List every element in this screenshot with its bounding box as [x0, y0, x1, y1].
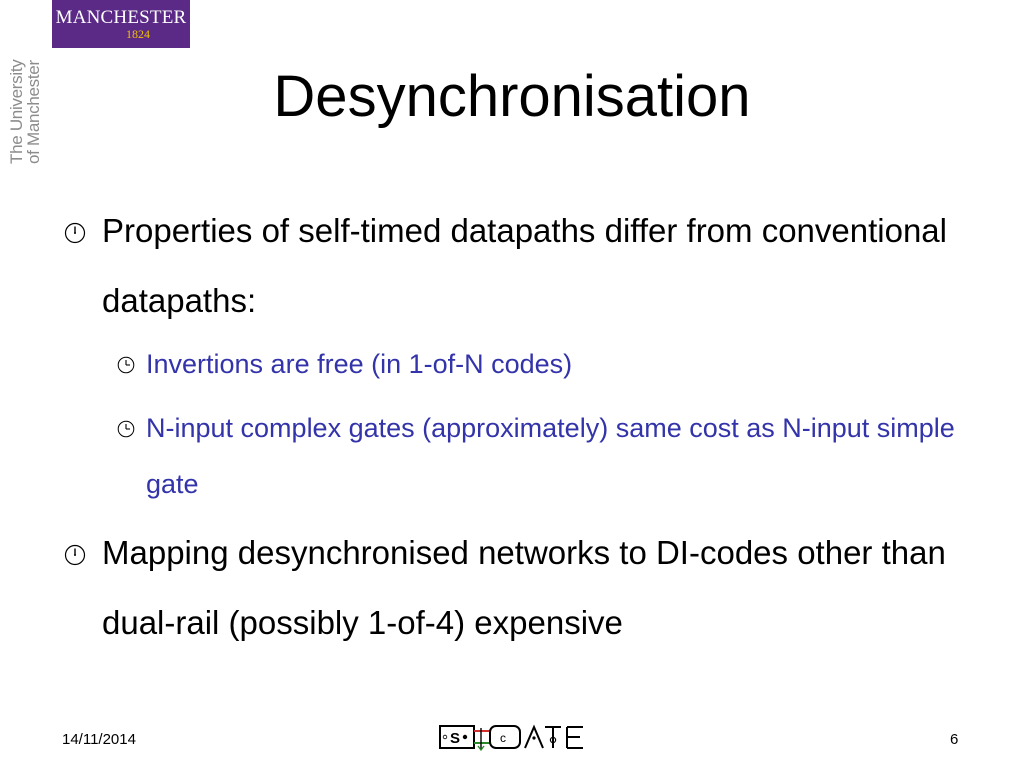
sub-bullet-list: [60, 336, 960, 512]
manchester-logo: [52, 0, 190, 48]
logo-year: 1824: [126, 27, 150, 41]
page-number: 6: [950, 731, 959, 748]
slide-content: [60, 196, 960, 664]
svg-text:S: S: [450, 730, 461, 747]
svg-text:c: c: [500, 731, 506, 745]
clock-bullet-icon: [64, 544, 86, 566]
bullet-item: [60, 518, 960, 658]
sub-bullet-text: Invertions are free (in 1-of-N codes): [146, 349, 573, 379]
sub-bullet-item: [60, 400, 960, 512]
bullet-text: Mapping desynchronised networks to DI-codes other than dual-rail (possibly 1-of-4) expensive: [102, 534, 946, 641]
bullet-item: [60, 196, 960, 336]
clock-bullet-icon: [64, 222, 86, 244]
sedate-logo-icon: [437, 722, 587, 752]
slide-title: Desynchronisation: [273, 64, 751, 129]
clock-subbullet-icon: [117, 420, 135, 438]
footer-date: 14/11/2014: [62, 731, 136, 748]
university-line-1: The University: [7, 59, 26, 164]
sub-bullet-text: N-input complex gates (approximately) same cost as N-input simple gate: [146, 413, 955, 499]
clock-subbullet-icon: [117, 356, 135, 374]
university-line-2: of Manchester: [24, 60, 43, 164]
sub-bullet-item: [60, 336, 960, 392]
bullet-text: Properties of self-timed datapaths differ from conventional datapaths:: [102, 212, 947, 319]
logo-name: MANCHESTER: [55, 7, 187, 28]
